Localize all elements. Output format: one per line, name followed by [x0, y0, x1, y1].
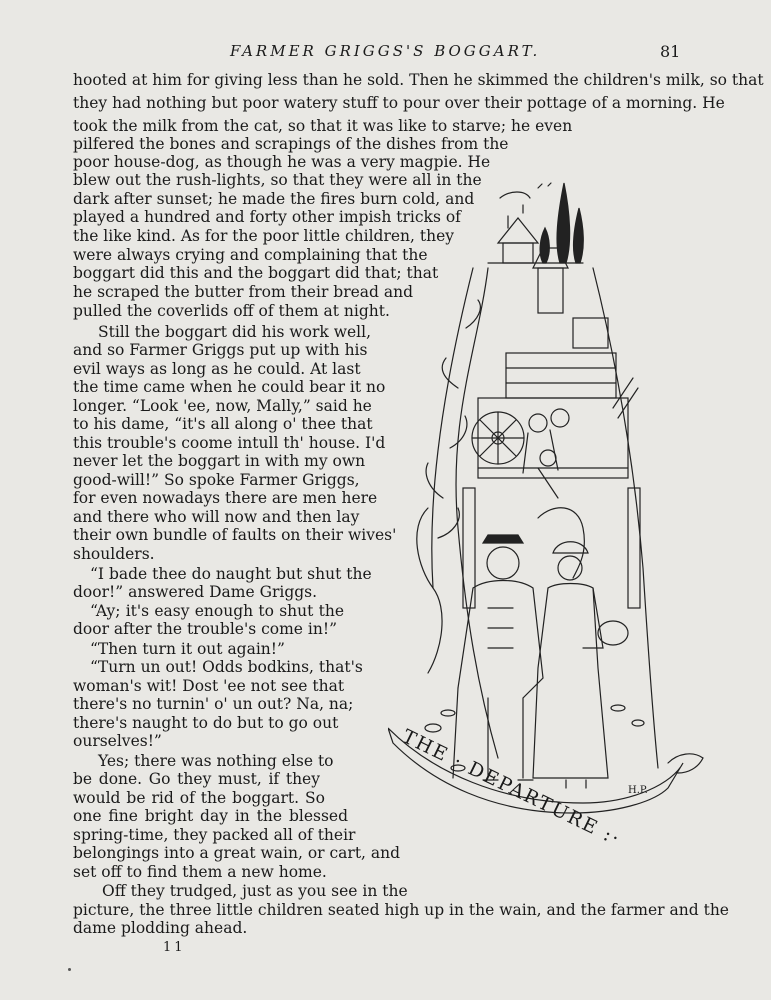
text-line: be done. Go they must, if they — [73, 770, 320, 788]
text-line: there's naught to do but to go out — [73, 714, 339, 732]
text-line: dark after sunset; he made the fires burn cold, and — [73, 190, 475, 208]
text-line: the like kind. As for the poor little children, they — [73, 227, 455, 245]
text-line: Off they trudged, just as you see in the — [102, 882, 408, 900]
text-line: spring-time, they packed all of their — [73, 826, 356, 844]
text-line: “Then turn it out again!” — [90, 640, 285, 658]
text-line: they had nothing but poor watery stuff to pour over their pottage of a morning. He — [73, 94, 725, 112]
text-line: poor house-dog, as though he was a very magpie. He — [73, 153, 491, 171]
text-line: door!” answered Dame Griggs. — [73, 583, 318, 601]
text-line: took the milk from the cat, so that it was like to starve; he even — [73, 117, 573, 135]
text-line: played a hundred and forty other impish tricks of — [73, 208, 461, 226]
departure-illustration — [388, 168, 718, 868]
signature-mark: 11 — [163, 940, 186, 955]
banner-caption: THE · DEPARTURE :· — [398, 725, 625, 851]
text-line: “I bade thee do naught but shut the — [90, 565, 372, 583]
text-line: “Ay; it's easy enough to shut the — [90, 602, 344, 620]
cypress-trees-icon — [540, 183, 583, 263]
text-line: Yes; there was nothing else to — [98, 752, 334, 770]
text-line: he scraped the butter from their bread and — [73, 283, 414, 301]
text-line: “Turn un out! Odds bodkins, that's — [90, 658, 363, 676]
running-head — [0, 42, 771, 66]
text-line: dame plodding ahead. — [73, 919, 248, 937]
text-line: pilfered the bones and scrapings of the dishes from the — [73, 135, 509, 153]
text-line: longer. “Look 'ee, now, Mally,” said he — [73, 397, 372, 415]
text-line: and there who will now and then lay — [73, 508, 360, 526]
text-line: and so Farmer Griggs put up with his — [73, 341, 368, 359]
artist-monogram: H.P. — [628, 785, 648, 796]
text-line: belongings into a great wain, or cart, and — [73, 844, 401, 862]
text-line: ourselves!” — [73, 732, 162, 750]
text-line: to his dame, “it's all along o' thee that — [73, 415, 373, 433]
text-line: hooted at him for giving less than he sold. Then he skimmed the children's milk, so that — [73, 71, 764, 89]
text-line: would be rid of the boggart. So — [73, 789, 325, 807]
text-line: blew out the rush-lights, so that they were all in the — [73, 171, 482, 189]
text-line: were always crying and complaining that the — [73, 246, 428, 264]
text-line: evil ways as long as he could. At last — [73, 360, 361, 378]
text-line: Still the boggart did his work well, — [98, 323, 372, 341]
page-speck — [68, 968, 71, 971]
banner-ribbon-icon — [388, 508, 703, 813]
text-line: pulled the coverlids off of them at night. — [73, 302, 390, 320]
text-line: picture, the three little children seated high up in the wain, and the farmer and the — [73, 901, 729, 919]
text-line: for even nowadays there are men here — [73, 489, 378, 507]
text-line: there's no turnin' o' un out? Na, na; — [73, 695, 354, 713]
text-line: door after the trouble's come in!” — [73, 620, 337, 638]
text-line: the time came when he could bear it no — [73, 378, 386, 396]
text-line: never let the boggart in with my own — [73, 452, 366, 470]
text-line: shoulders. — [73, 545, 155, 563]
children-in-wain-icon — [523, 409, 569, 498]
running-title: FARMER GRIGGS'S BOGGART. — [230, 42, 541, 60]
text-line: this trouble's coome intull th' house. I'd — [73, 434, 386, 452]
text-line: set off to find them a new home. — [73, 863, 327, 881]
page-number: 81 — [660, 42, 681, 61]
text-line: good-will!” So spoke Farmer Griggs, — [73, 471, 360, 489]
text-line: boggart did this and the boggart did that; that — [73, 264, 439, 282]
text-line: woman's wit! Dost 'ee not see that — [73, 677, 345, 695]
sapling-icon — [426, 268, 480, 588]
farmer-figure-icon — [453, 535, 543, 780]
text-line: their own bundle of faults on their wives' — [73, 526, 397, 544]
dame-figure-icon — [533, 542, 628, 788]
text-line: one fine bright day in the blessed — [73, 807, 348, 825]
